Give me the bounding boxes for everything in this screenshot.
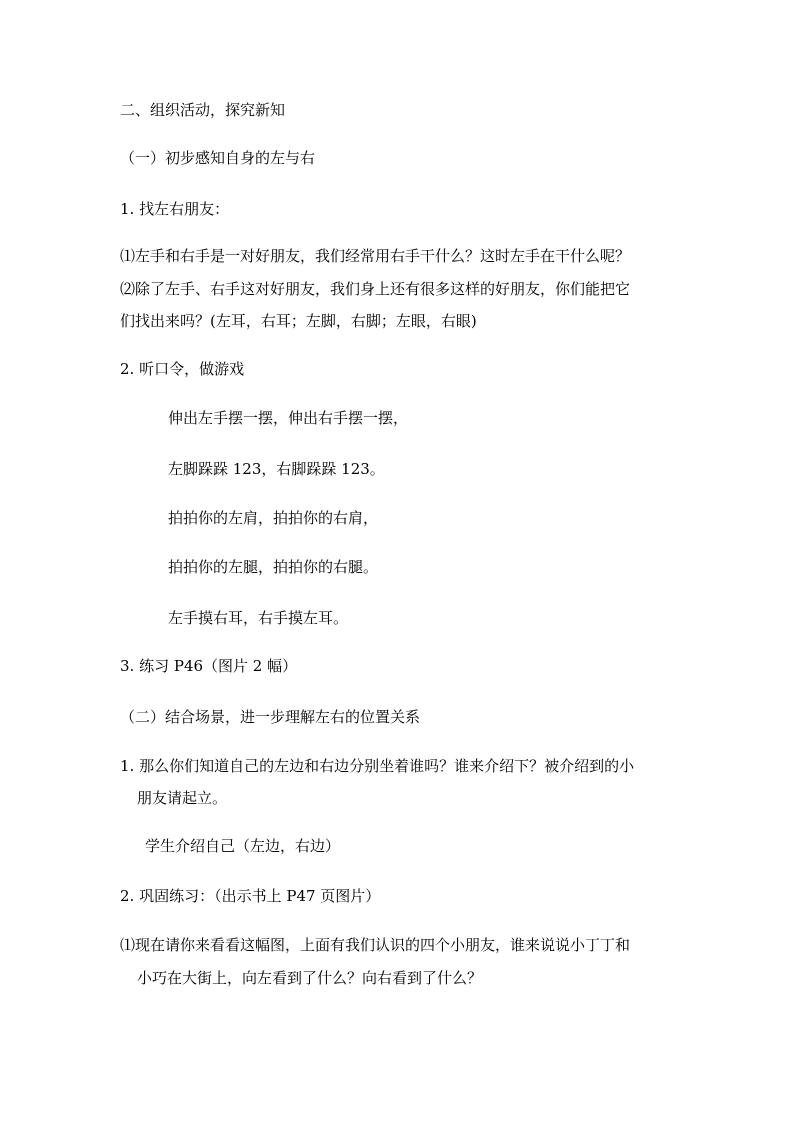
game-line-2: 左脚跺跺 123，右脚跺跺 123。: [168, 460, 385, 478]
part2-item1-sub: 学生介绍自己（左边，右边）: [145, 837, 341, 855]
part2-heading: （二）结合场景，进一步理解左右的位置关系: [120, 708, 421, 726]
part2-item2-question1-line2: 小巧在大街上，向左看到了什么？向右看到了什么？: [137, 969, 483, 987]
part1-item2-label: 2. 听口令，做游戏: [120, 360, 245, 378]
part1-item3-label: 3. 练习 P46（图片 2 幅）: [120, 657, 298, 675]
part2-item1-line2: 朋友请起立。: [137, 789, 228, 807]
game-line-5: 左手摸右耳，右手摸左耳。: [168, 609, 349, 627]
section-title: 二、组织活动，探究新知: [120, 101, 286, 119]
game-line-3: 拍拍你的左肩，拍拍你的右肩，: [168, 509, 379, 527]
game-line-4: 拍拍你的左腿，拍拍你的右腿。: [168, 558, 379, 576]
part2-item2-question1-line1: ⑴现在请你来看看这幅图，上面有我们认识的四个小朋友，谁来说说小丁丁和: [120, 936, 631, 954]
part1-heading: （一）初步感知自身的左与右: [120, 149, 316, 167]
part1-item1-label: 1. 找左右朋友：: [120, 200, 230, 218]
part2-item2-label: 2. 巩固练习：（出示书上 P47 页图片）: [120, 887, 381, 905]
part2-item1-line1: 1. 那么你们知道自己的左边和右边分别坐着谁吗？谁来介绍下？被介绍到的小: [120, 757, 635, 775]
part1-item1-question2-line2: 们找出来吗？(左耳，右耳；左脚，右脚；左眼，右眼): [120, 312, 477, 330]
part1-item1-question2-line1: ⑵除了左手、右手这对好朋友，我们身上还有很多这样的好朋友，你们能把它: [120, 280, 631, 298]
game-line-1: 伸出左手摆一摆，伸出右手摆一摆，: [168, 409, 409, 427]
part1-item1-question1: ⑴左手和右手是一对好朋友，我们经常用右手干什么？这时左手在干什么呢？: [120, 247, 631, 265]
